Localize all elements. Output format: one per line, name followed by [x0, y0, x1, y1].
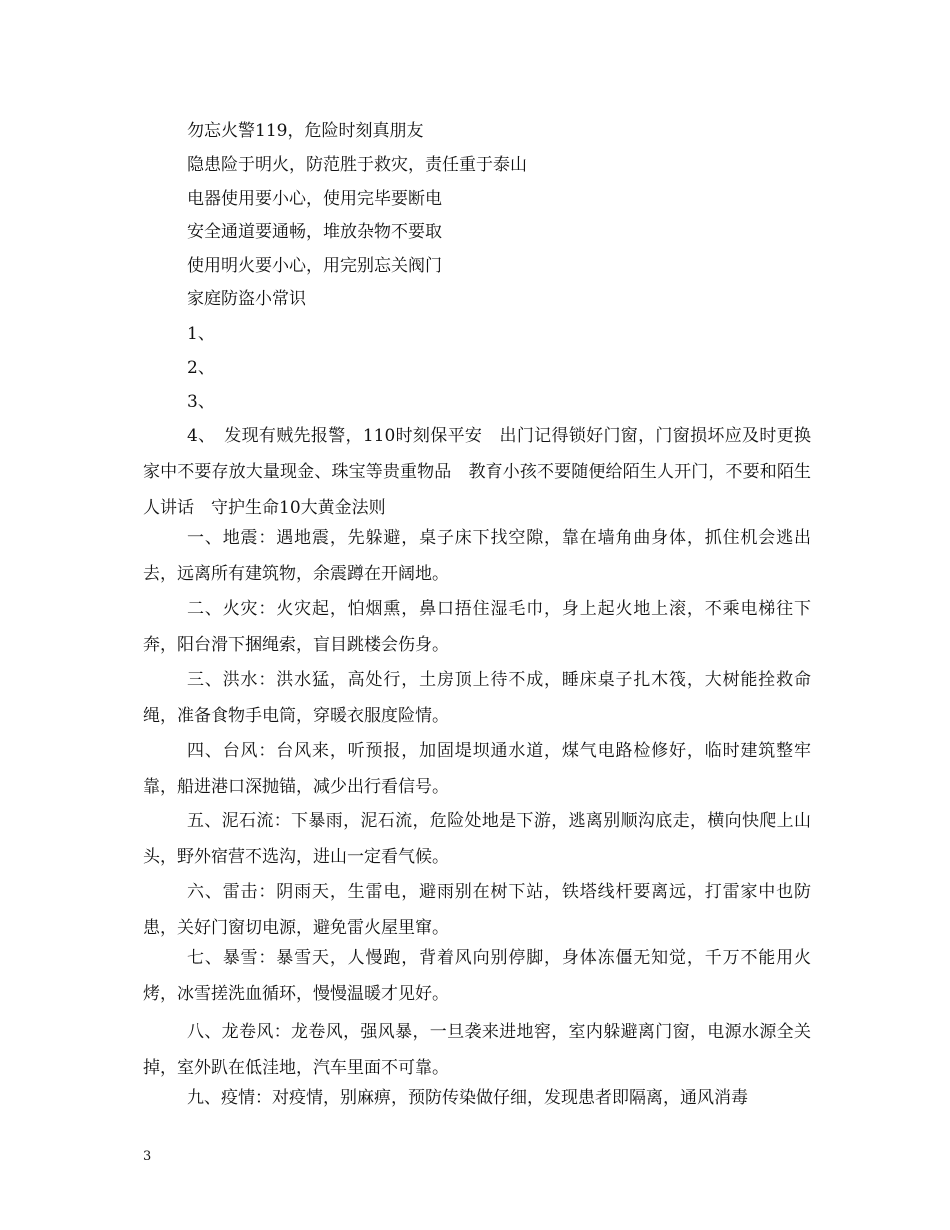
list-item-number: 1、	[187, 324, 215, 344]
rule-paragraph: 五、泥石流：下暴雨，泥石流，危险处地是下游，逃离别顺沟底走，横向快爬上山头，野外宿营不选沟，进山一定看气候。	[143, 811, 811, 867]
rule-paragraph: 八、龙卷风：龙卷风，强风暴，一旦袭来进地窖，室内躲避离门窗，电源水源全关掉，室外趴在低洼地，汽车里面不可靠。	[143, 1022, 811, 1078]
rule-paragraph: 六、雷击：阴雨天，生雷电，避雨别在树下站，铁塔线杆要离远，打雷家中也防患，关好门窗切电源，避免雷火屋里窜。	[143, 882, 811, 938]
slogan-line: 使用明火要小心，用完别忘关阀门	[187, 256, 442, 276]
rule-paragraph: 三、洪水：洪水猛，高处行，土房顶上待不成，睡床桌子扎木筏，大树能拴救命绳，准备食物手电筒，穿暖衣服度险情。	[143, 670, 811, 726]
rule-paragraph: 一、地震：遇地震，先躲避，桌子床下找空隙，靠在墙角曲身体，抓住机会逃出去，远离所有建筑物，余震蹲在开阔地。	[143, 528, 811, 584]
page-number: 3	[143, 1149, 152, 1164]
slogan-line: 电器使用要小心，使用完毕要断电	[187, 189, 442, 209]
rule-paragraph: 四、台风：台风来，听预报，加固堤坝通水道，煤气电路检修好，临时建筑整牢靠，船进港口深抛锚，减少出行看信号。	[143, 741, 811, 797]
list-item-number: 2、	[187, 358, 215, 378]
slogan-line: 隐患险于明火，防范胜于救灾，责任重于泰山	[187, 155, 527, 175]
rule-paragraph: 七、暴雪：暴雪天，人慢跑，背着风向别停脚，身体冻僵无知觉，千万不能用火烤，冰雪搓洗血循环，慢慢温暖才见好。	[143, 948, 811, 1004]
section-title: 家庭防盗小常识	[187, 289, 306, 309]
list-item-number: 3、	[187, 392, 215, 412]
slogan-line: 勿忘火警119，危险时刻真朋友	[187, 121, 424, 141]
slogan-line: 安全通道要通畅，堆放杂物不要取	[187, 222, 442, 242]
rule-paragraph: 九、疫情：对疫情，别麻痹，预防传染做仔细，发现患者即隔离，通风消毒	[187, 1088, 748, 1108]
anti-theft-paragraph: 4、 发现有贼先报警，110时刻保平安 出门记得锁好门窗，门窗损坏应及时更换 家中不要存放大量现金、珠宝等贵重物品 教育小孩不要随便给陌生人开门，不要和陌生人讲话 守护生命10大黄金法则	[143, 426, 828, 518]
rule-paragraph: 二、火灾：火灾起，怕烟熏，鼻口捂住湿毛巾，身上起火地上滚，不乘电梯往下奔，阳台滑下捆绳索，盲目跳楼会伤身。	[143, 599, 811, 655]
